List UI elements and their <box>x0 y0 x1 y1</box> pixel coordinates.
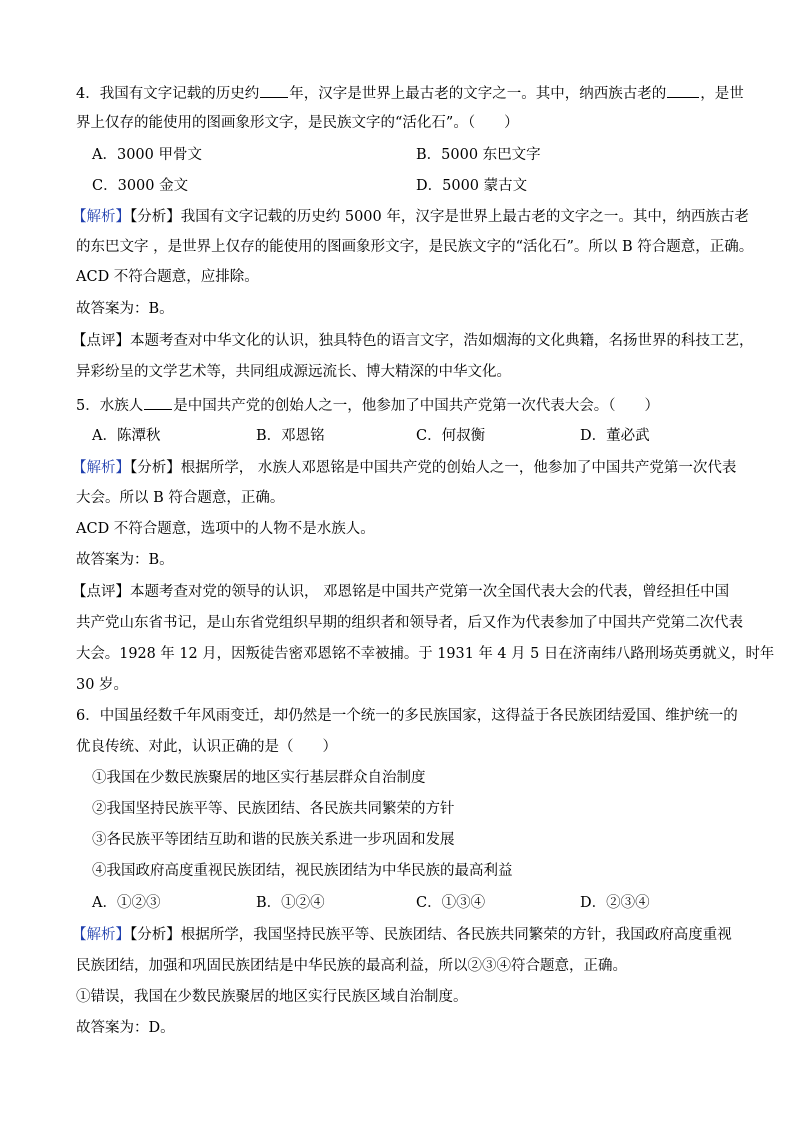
q4-stem-line1: 4．我国有文字记载的历史约 年，汉字是世界上最古老的文字之一。其中，纳西族古老的 ，是世 <box>76 83 744 104</box>
q4-stem-line2: 界上仅存的能使用的图画象形文字，是民族文字的“活化石”。（ ） <box>76 115 519 131</box>
q4-blank-2 <box>667 83 699 98</box>
q5-blank <box>144 395 172 410</box>
q4-analysis-line1: 【解析】【分析】我国有文字记载的历史约 5000 年，汉字是世界上最古老的文字之一。其中，纳西族古老 <box>72 209 749 225</box>
q4-comment-line2: 异彩纷呈的文学艺术等，共同组成源远流长、博大精深的中华文化。 <box>76 364 511 380</box>
q5-analysis-line2: 大会。所以 B 符合题意，正确。 <box>76 490 285 506</box>
q5-answer: 故答案为：B。 <box>76 552 174 568</box>
q6-item-2: ②我国坚持民族平等、民族团结、各民族共同繁荣的方针 <box>92 801 455 817</box>
q6-answer: 故答案为：D。 <box>76 1020 175 1036</box>
q5-comment-line1: 【点评】本题考查对党的领导的认识， 邓恩铭是中国共产党第一次全国代表大会的代表，曾经担任中国 <box>72 584 730 600</box>
q5-stem: 5．水族人 是中国共产党的创始人之一，他参加了中国共产党第一次代表大会。（ ） <box>76 395 659 416</box>
analysis-tag: 【解析】 <box>72 209 130 225</box>
q5-comment-line4: 30 岁。 <box>76 677 129 693</box>
q5-option-d: D．董必武 <box>580 428 650 444</box>
q5-comment-line3: 大会。1928 年 12 月，因叛徒告密邓恩铭不幸被捕。于 1931 年 4 月 5 日在济南纬八路刑场英勇就义，时年 <box>76 646 775 662</box>
analysis-tag: 【解析】 <box>72 460 130 476</box>
q6-item-1: ①我国在少数民族聚居的地区实行基层群众自治制度 <box>92 770 426 786</box>
q6-option-c: C．①③④ <box>416 895 486 911</box>
q4-comment-line1: 【点评】本题考查对中华文化的认识，独具特色的语言文字，浩如烟海的文化典籍，名扬世界的科技工艺， <box>72 333 754 349</box>
q6-stem-line1: 6．中国虽经数千年风雨变迁，却仍然是一个统一的多民族国家，这得益于各民族团结爱国、维护统一的 <box>76 708 738 724</box>
q4-option-c: C．3000 金文 <box>92 178 189 194</box>
q6-item-3: ③各民族平等团结互助和谐的民族关系进一步巩固和发展 <box>92 832 455 848</box>
q5-option-a: A．陈潭秋 <box>92 428 161 444</box>
q5-option-c: C．何叔衡 <box>416 428 486 444</box>
q6-item-4: ④我国政府高度重视民族团结，视民族团结为中华民族的最高利益 <box>92 863 513 879</box>
q4-analysis-line3: ACD 不符合题意，应排除。 <box>76 269 259 285</box>
q4-option-b: B．5000 东巴文字 <box>416 147 541 163</box>
q6-option-d: D．②③④ <box>580 895 650 911</box>
analysis-tag: 【解析】 <box>72 927 130 943</box>
q4-blank-1 <box>260 83 288 98</box>
q4-analysis-line2: 的东巴文字 ，是世界上仅存的能使用的图画象形文字，是民族文字的“活化石”。所以 B 符合题意，正确。 <box>76 239 754 255</box>
q4-option-a: A．3000 甲骨文 <box>92 147 202 163</box>
q5-analysis-line3: ACD 不符合题意，选项中的人物不是水族人。 <box>76 521 375 537</box>
q6-analysis-line1: 【解析】【分析】根据所学，我国坚持民族平等、民族团结、各民族共同繁荣的方针，我国政府高度重视 <box>72 927 732 943</box>
q4-answer: 故答案为：B。 <box>76 301 174 317</box>
q5-analysis-line1: 【解析】【分析】根据所学， 水族人邓恩铭是中国共产党的创始人之一，他参加了中国共产党第一次代表 <box>72 460 737 476</box>
q6-analysis-line3: ①错误，我国在少数民族聚居的地区实行民族区域自治制度。 <box>76 989 468 1005</box>
q5-comment-line2: 共产党山东省书记，是山东省党组织早期的组织者和领导者，后又作为代表参加了中国共产党第二次代表 <box>76 615 743 631</box>
q6-stem-line2: 优良传统、对此，认识正确的是（ ） <box>76 739 337 755</box>
q6-analysis-line2: 民族团结，加强和巩固民族团结是中华民族的最高利益，所以②③④符合题意，正确。 <box>76 958 627 974</box>
q4-option-d: D．5000 蒙古文 <box>416 178 528 194</box>
q6-option-a: A．①②③ <box>92 895 161 911</box>
q5-option-b: B．邓恩铭 <box>256 428 325 444</box>
q6-option-b: B．①②④ <box>256 895 325 911</box>
